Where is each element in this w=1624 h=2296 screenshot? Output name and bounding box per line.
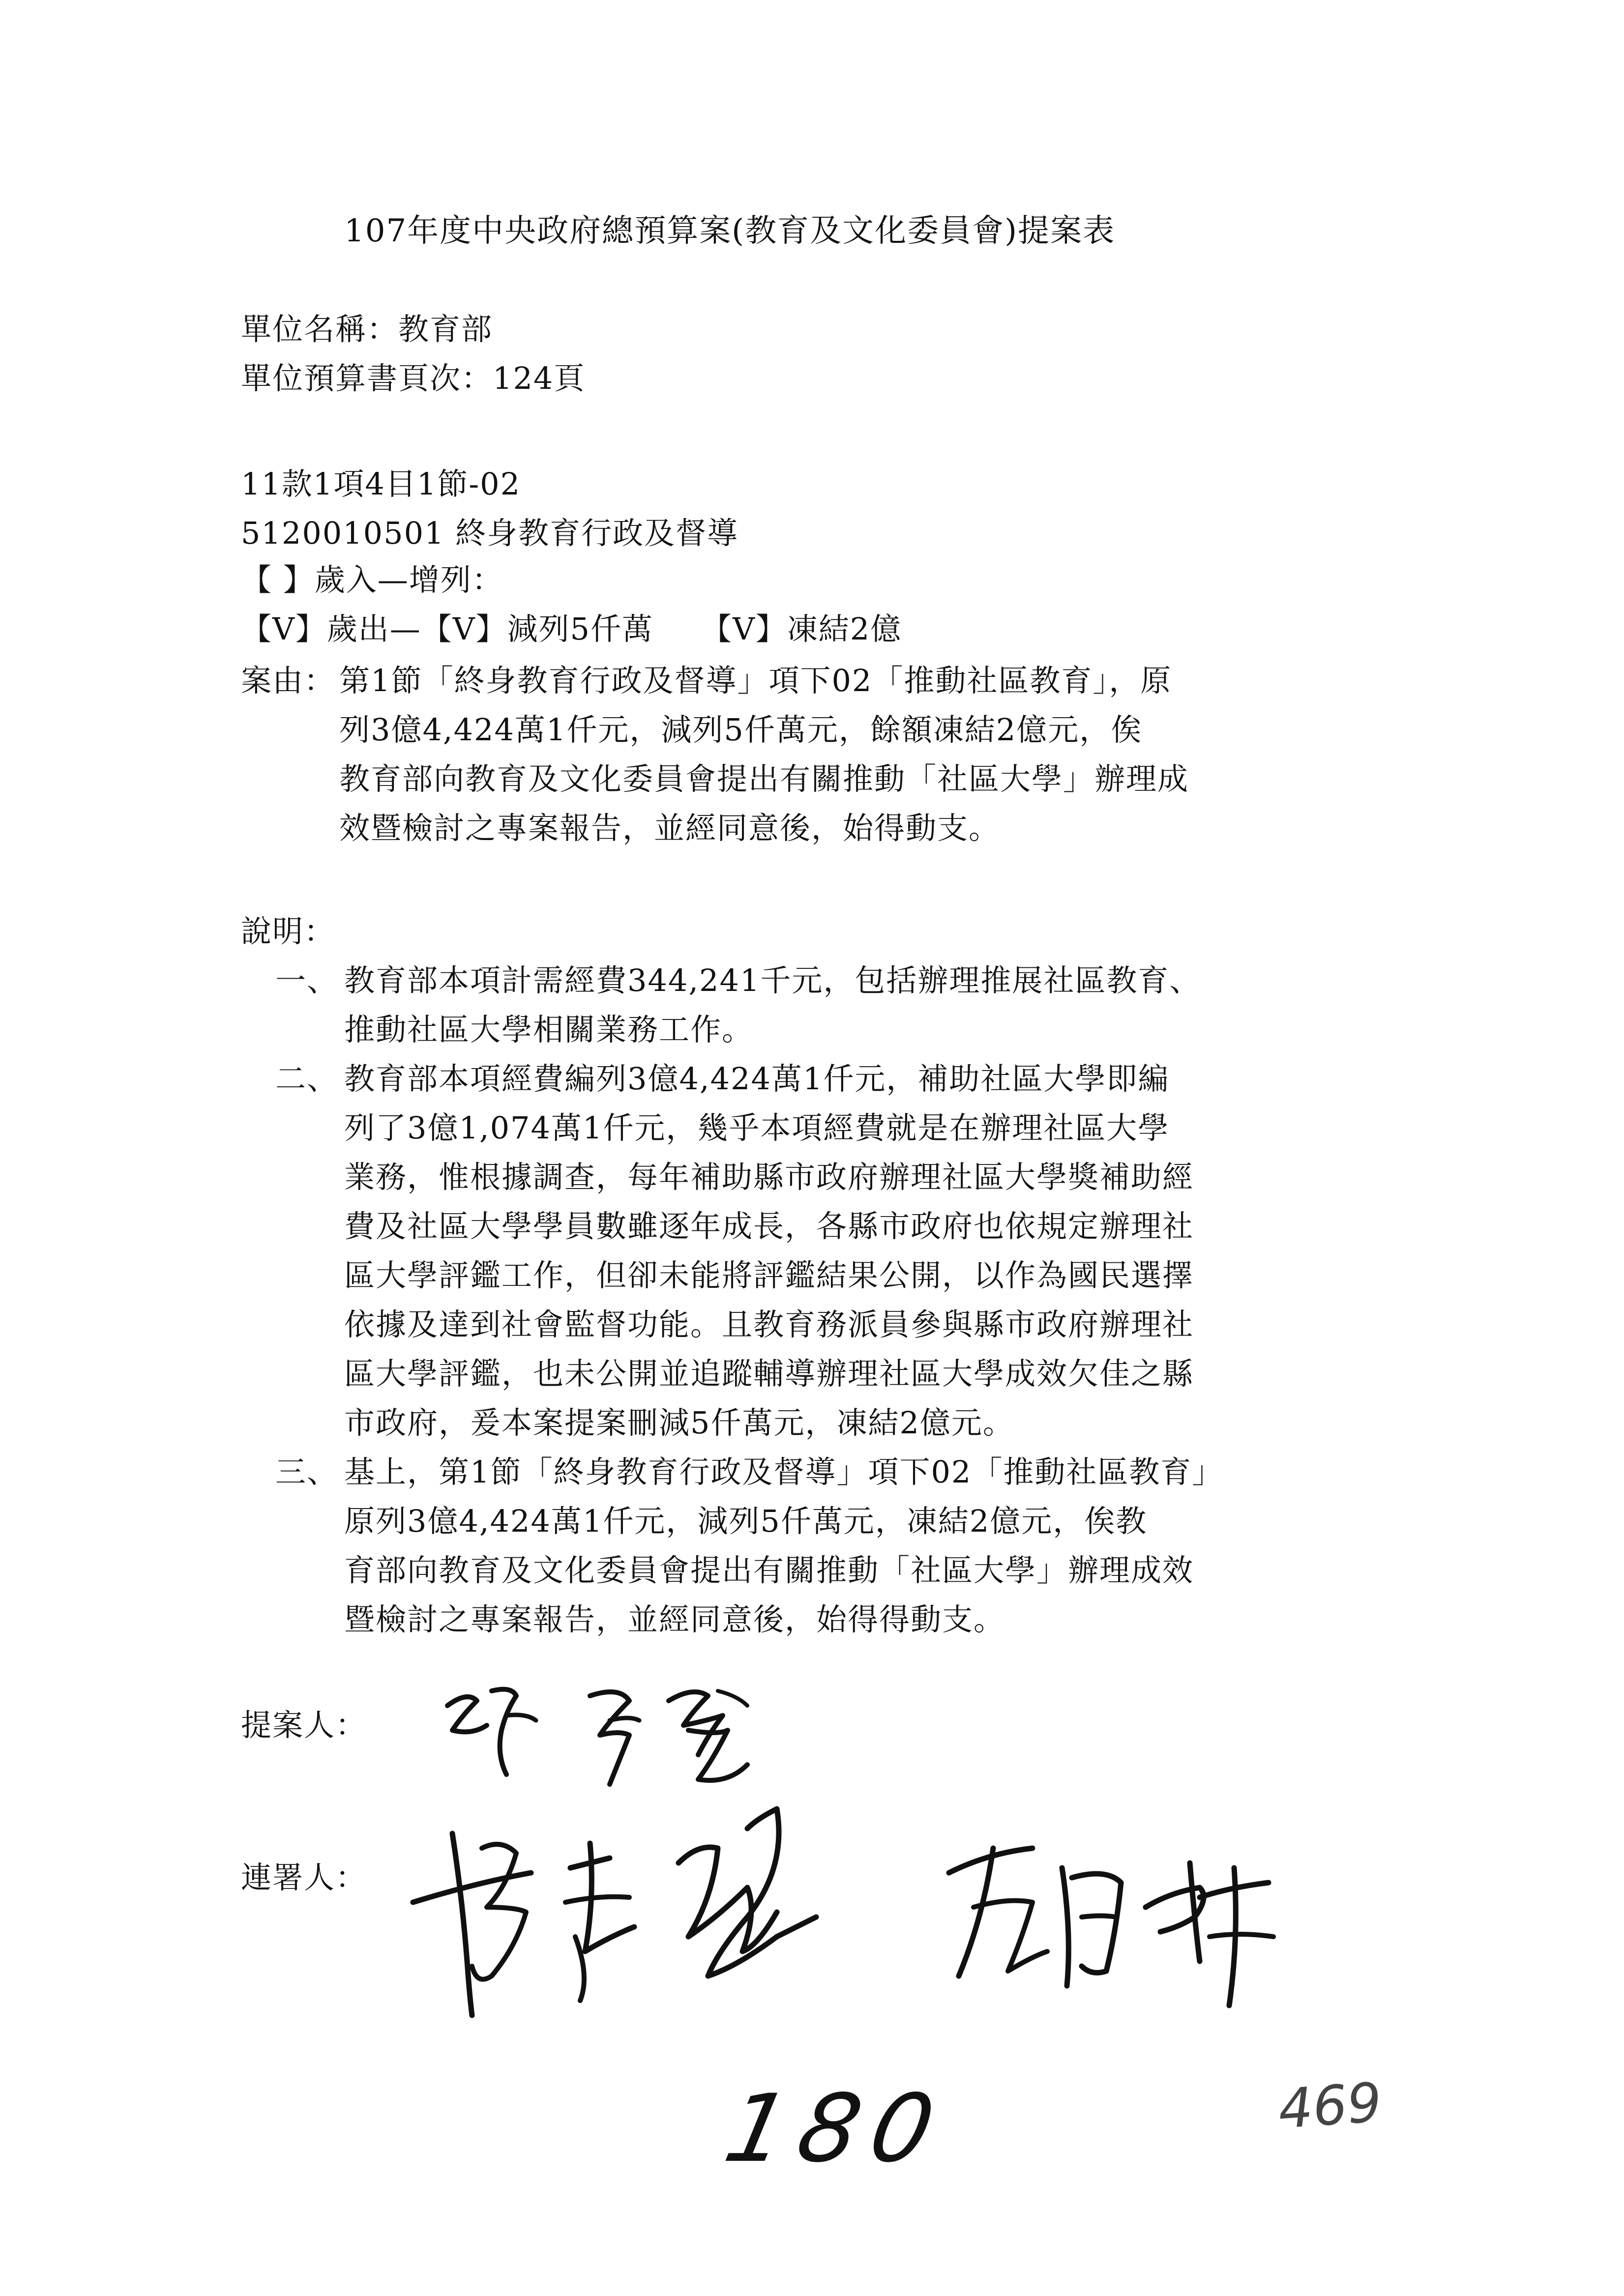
explanation-label: 說明： xyxy=(241,913,336,949)
reason-line: 列3億4,424萬1仟元，減列5仟萬元，餘額凍結2億元，俟 xyxy=(339,712,1143,748)
section-code: 11款1項4目1節-02 xyxy=(241,466,521,502)
proposer-label: 提案人： xyxy=(241,1707,367,1743)
budget-page: 單位預算書頁次：124頁 xyxy=(241,360,586,396)
item-line: 教育部本項經費編列3億4,424萬1仟元，補助社區大學即編 xyxy=(344,1061,1170,1097)
item-marker: 三、 xyxy=(275,1454,339,1490)
proposer-signature-icon xyxy=(433,1661,816,1799)
page-mark: 469 xyxy=(1276,2070,1384,2141)
item-line: 育部向教育及文化委員會提出有關推動「社區大學」辦理成效 xyxy=(344,1552,1194,1588)
revenue-line: 【 】歲入—增列： xyxy=(241,562,503,598)
item-line: 暨檢討之專案報告，並經同意後，始得得動支。 xyxy=(344,1601,1005,1637)
item-line: 費及社區大學學員數雖逐年成長，各縣市政府也依規定辦理社 xyxy=(344,1208,1194,1244)
page-title: 107年度中央政府總預算案(教育及文化委員會)提案表 xyxy=(344,213,1116,249)
reason-line: 教育部向教育及文化委員會提出有關推動「社區大學」辦理成 xyxy=(339,761,1189,797)
cosigner-signature-1-icon xyxy=(403,1789,895,2064)
item-marker: 二、 xyxy=(275,1061,339,1097)
unit-name: 單位名稱：教育部 xyxy=(241,311,493,347)
expense-line: 【V】歲出—【V】減列5仟萬 【V】凍結2億 xyxy=(241,611,902,647)
reason-line: 效暨檢討之專案報告，並經同意後，始得動支。 xyxy=(339,810,1001,846)
program-name: 5120010501 終身教育行政及督導 xyxy=(241,515,739,551)
item-line: 依據及達到社會監督功能。且教育務派員參與縣市政府辦理社 xyxy=(344,1307,1194,1342)
item-line: 基上，第1節「終身教育行政及督導」項下02「推動社區教育」 xyxy=(344,1454,1224,1490)
item-line: 教育部本項計需經費344,241千元，包括辦理推展社區教育、 xyxy=(344,962,1201,998)
item-line: 業務，惟根據調查，每年補助縣市政府辦理社區大學獎補助經 xyxy=(344,1159,1194,1195)
reason-line: 第1節「終身教育行政及督導」項下02「推動社區教育」，原 xyxy=(339,663,1172,698)
cosigner-signature-2-icon xyxy=(934,1809,1328,2035)
item-line: 市政府，爰本案提案刪減5仟萬元，凍結2億元。 xyxy=(344,1405,1014,1441)
cosigner-label: 連署人： xyxy=(241,1860,367,1895)
handwritten-number: 180 xyxy=(716,2074,956,2183)
item-line: 區大學評鑑，也未公開並追蹤輔導辦理社區大學成效欠佳之縣 xyxy=(344,1356,1194,1392)
item-line: 列了3億1,074萬1仟元，幾乎本項經費就是在辦理社區大學 xyxy=(344,1110,1170,1146)
reason-label: 案由： xyxy=(241,663,336,698)
item-line: 區大學評鑑工作，但卻未能將評鑑結果公開，以作為國民選擇 xyxy=(344,1257,1194,1293)
item-line: 推動社區大學相關業務工作。 xyxy=(344,1012,754,1047)
item-marker: 一、 xyxy=(275,962,339,998)
item-line: 原列3億4,424萬1仟元，減列5仟萬元，凍結2億元，俟教 xyxy=(344,1503,1148,1539)
